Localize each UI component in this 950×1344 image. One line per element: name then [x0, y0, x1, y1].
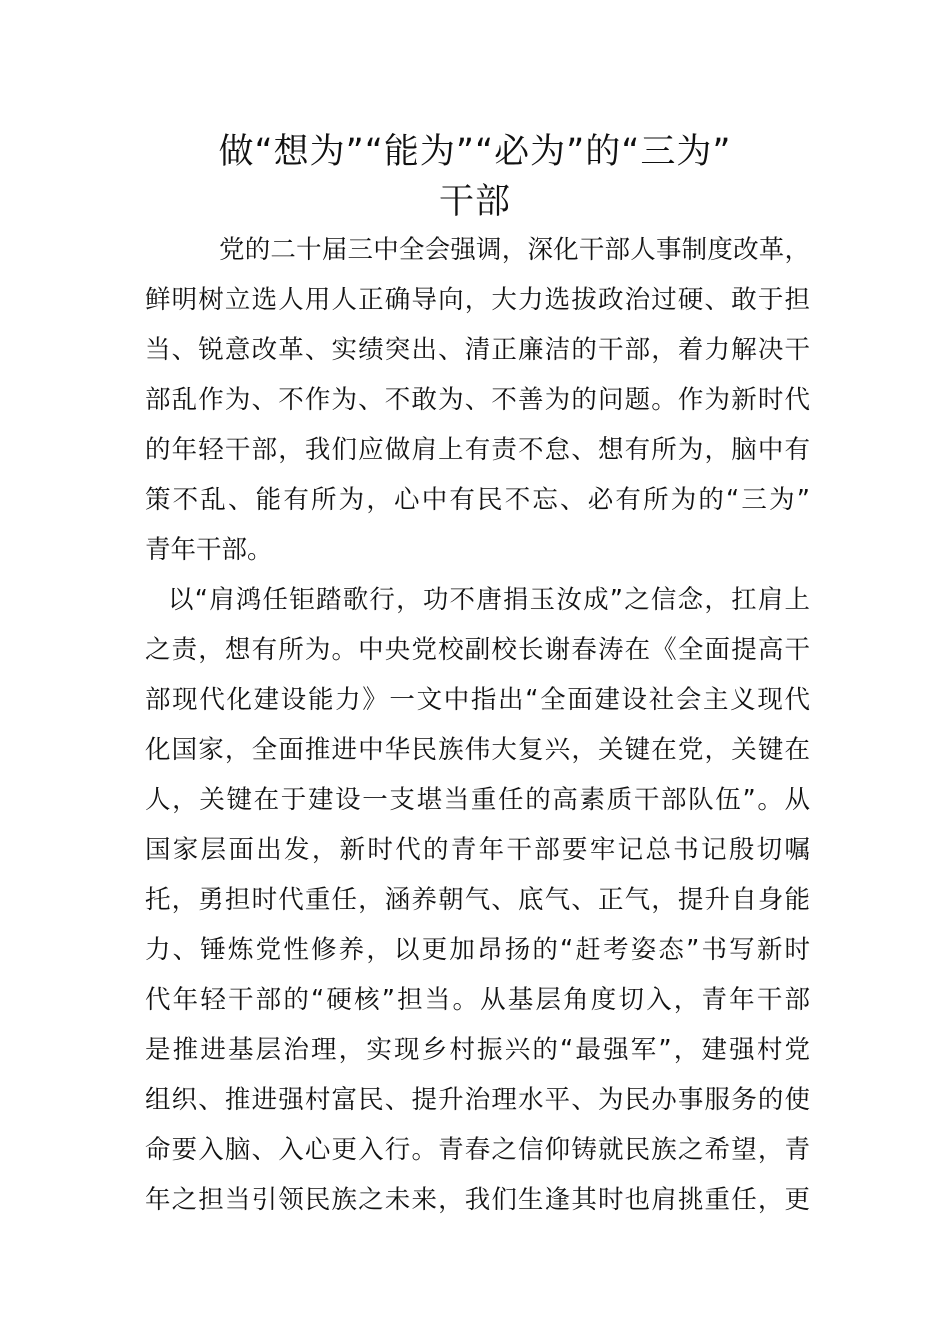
paragraph-line: 年之担当引领民族之未来，我们生逢其时也肩挑重任，更: [145, 1185, 810, 1215]
paragraph-line: 化国家，全面推进中华民族伟大复兴，关键在党，关键在: [145, 735, 810, 765]
paragraph-line: 是推进基层治理，实现乡村振兴的“最强军”，建强村党: [145, 1035, 810, 1065]
paragraph-line: 青年干部。: [145, 535, 273, 565]
paragraph-line: 部现代化建设能力》一文中指出“全面建设社会主义现代: [145, 685, 810, 715]
paragraph-line: 当、锐意改革、实绩突出、清正廉洁的干部，着力解决干: [145, 335, 810, 365]
paragraph-line: 的年轻干部，我们应做肩上有责不怠、想有所为，脑中有: [145, 435, 810, 465]
paragraph-line: 命要入脑、入心更入行。青春之信仰铸就民族之希望，青: [145, 1135, 810, 1165]
document-title-line-2: 干部: [438, 182, 511, 222]
paragraph-line: 之责，想有所为。中央党校副校长谢春涛在《全面提高干: [145, 635, 810, 665]
paragraph-line: 以“肩鸿任钜踏歌行，功不唐捐玉汝成”之信念，扛肩上: [168, 585, 810, 615]
paragraph-line: 组织、推进强村富民、提升治理水平、为民办事服务的使: [145, 1085, 810, 1115]
paragraph-line: 党的二十届三中全会强调，深化干部人事制度改革，: [219, 235, 810, 265]
paragraph-line: 国家层面出发，新时代的青年干部要牢记总书记殷切嘱: [145, 835, 810, 865]
paragraph-line: 代年轻干部的“硬核”担当。从基层角度切入，青年干部: [145, 985, 810, 1015]
paragraph-line: 托，勇担时代重任，涵养朝气、底气、正气，提升自身能: [145, 885, 810, 915]
paragraph-line: 部乱作为、不作为、不敢为、不善为的问题。作为新时代: [145, 385, 810, 415]
paragraph-line: 力、锤炼党性修养，以更加昂扬的“赶考姿态”书写新时: [145, 935, 810, 965]
document-title-line-1: 做“想为”“能为”“必为”的“三为”: [218, 132, 732, 172]
paragraph-line: 策不乱、能有所为，心中有民不忘、必有所为的“三为”: [145, 485, 810, 515]
paragraph-line: 鲜明树立选人用人正确导向，大力选拔政治过硬、敢于担: [145, 285, 810, 315]
paragraph-line: 人，关键在于建设一支堪当重任的高素质干部队伍”。从: [145, 785, 810, 815]
